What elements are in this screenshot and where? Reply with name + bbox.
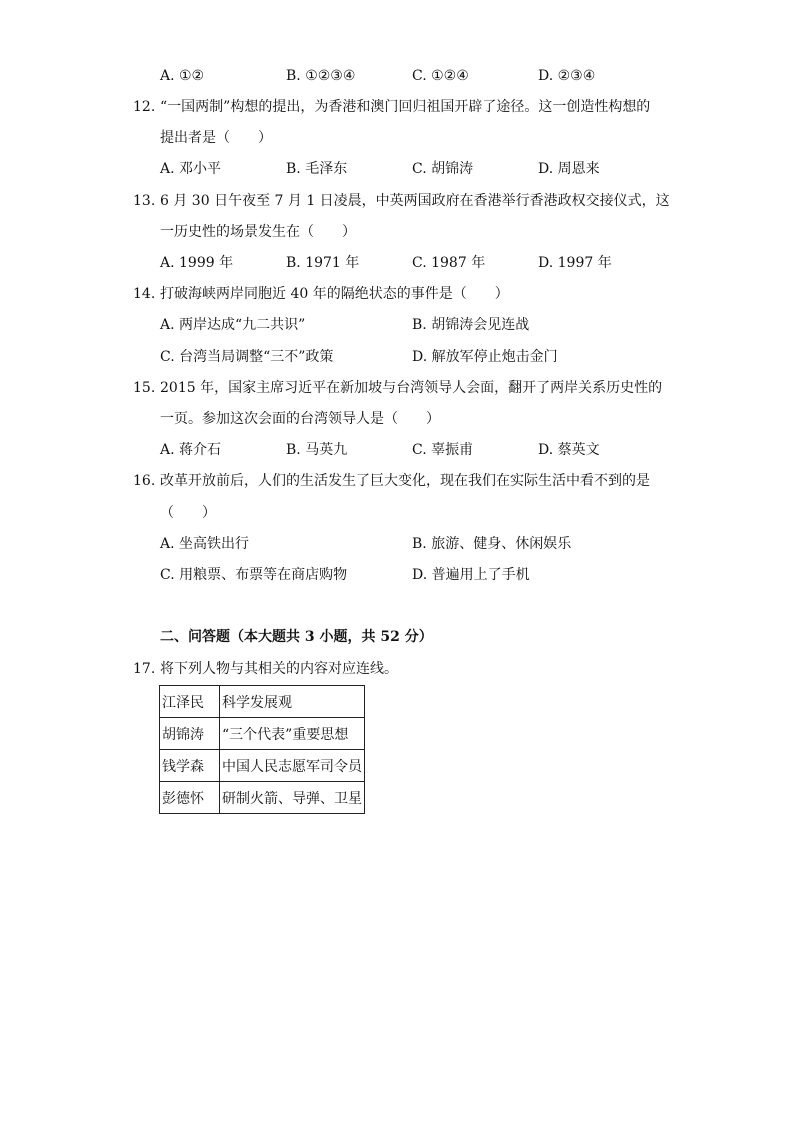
question-number: 13. (133, 193, 156, 209)
q11-option-a: A. ①② (160, 68, 205, 84)
q11-option-b: B. ①②③④ (286, 68, 356, 84)
content-cell: 研制火箭、导弹、卫星 (220, 782, 365, 814)
q15-option-d: D. 蔡英文 (538, 442, 600, 458)
question-stem-line: 一历史性的场景发生在（ ） (160, 224, 356, 240)
q16-option-c: C. 用粮票、布票等在商店购物 (160, 567, 348, 583)
person-cell: 胡锦涛 (160, 718, 220, 750)
question-number: 17. (133, 661, 156, 677)
matching-table (159, 685, 365, 814)
question-stem-line: 6 月 30 日午夜至 7 月 1 日凌晨，中英两国政府在香港举行香港政权交接仪式，这 (160, 193, 670, 209)
q11-option-d: D. ②③④ (538, 68, 596, 84)
content-cell: 科学发展观 (220, 686, 365, 718)
content-cell: 中国人民志愿军司令员 (220, 750, 365, 782)
q12-option-a: A. 邓小平 (160, 161, 222, 177)
q14-option-c: C. 台湾当局调整“三不”政策 (160, 349, 334, 365)
table-row (160, 782, 365, 814)
q13-option-a: A. 1999 年 (160, 255, 234, 271)
question-number: 12. (133, 99, 156, 115)
q15-option-c: C. 辜振甫 (412, 442, 474, 458)
table-row (160, 718, 365, 750)
q14-option-d: D. 解放军停止炮击金门 (412, 349, 558, 365)
q12-option-b: B. 毛泽东 (286, 161, 348, 177)
table-row (160, 750, 365, 782)
q12-option-c: C. 胡锦涛 (412, 161, 474, 177)
question-stem-line: 改革开放前后，人们的生活发生了巨大变化，现在我们在实际生活中看不到的是 (160, 473, 650, 489)
question-stem-line: 将下列人物与其相关的内容对应连线。 (160, 661, 398, 677)
person-cell: 钱学森 (160, 750, 220, 782)
q13-option-b: B. 1971 年 (286, 255, 360, 271)
q16-option-d: D. 普遍用上了手机 (412, 567, 530, 583)
question-stem-line: 提出者是（ ） (160, 130, 272, 146)
q16-option-a: A. 坐高铁出行 (160, 536, 250, 552)
question-stem-line: 2015 年，国家主席习近平在新加坡与台湾领导人会面，翻开了两岸关系历史性的 (160, 380, 663, 396)
q14-option-a: A. 两岸达成“九二共识” (160, 317, 306, 333)
q11-option-c: C. ①②④ (412, 68, 469, 84)
q15-option-b: B. 马英九 (286, 442, 348, 458)
q13-option-c: C. 1987 年 (412, 255, 486, 271)
q14-option-b: B. 胡锦涛会见连战 (412, 317, 530, 333)
question-stem-line: （ ） (160, 505, 216, 521)
question-number: 16. (133, 473, 156, 489)
person-cell: 江泽民 (160, 686, 220, 718)
section-heading: 二、问答题（本大题共 3 小题，共 52 分） (160, 629, 433, 645)
q12-option-d: D. 周恩来 (538, 161, 600, 177)
question-number: 14. (133, 286, 156, 302)
question-number: 15. (133, 380, 156, 396)
question-stem-line: “一国两制”构想的提出，为香港和澳门回归祖国开辟了途径。这一创造性构想的 (160, 99, 651, 115)
table-row (160, 686, 365, 718)
content-cell: “三个代表”重要思想 (220, 718, 365, 750)
question-stem-line: 打破海峡两岸同胞近 40 年的隔绝状态的事件是（ ） (160, 286, 509, 302)
q16-option-b: B. 旅游、健身、休闲娱乐 (412, 536, 572, 552)
question-stem-line: 一页。参加这次会面的台湾领导人是（ ） (160, 411, 440, 427)
q15-option-a: A. 蒋介石 (160, 442, 222, 458)
person-cell: 彭德怀 (160, 782, 220, 814)
q13-option-d: D. 1997 年 (538, 255, 612, 271)
